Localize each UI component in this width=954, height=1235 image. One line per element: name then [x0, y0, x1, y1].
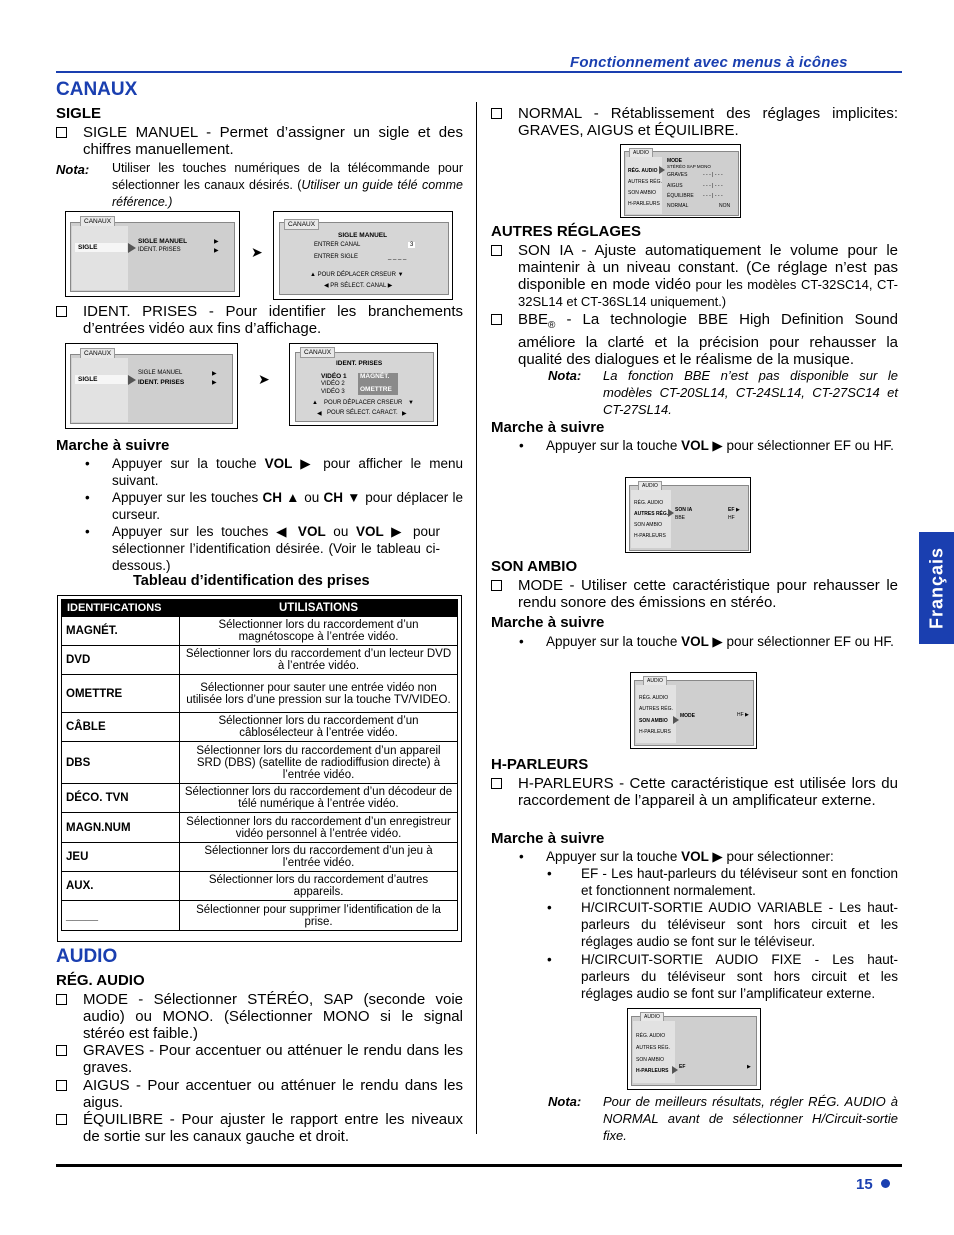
menu-screenshot-son-ambio [630, 672, 757, 749]
menu-screenshot-canaux-2 [65, 343, 238, 429]
section-title-audio: AUDIO [56, 946, 118, 967]
menu-item-autres-reg: AUTRES RÉG. [634, 511, 669, 517]
nota-text-part1: Utiliser les touches numériques de la télécommande pour sélectionner les canaux désirés. ( [112, 161, 463, 192]
step-1 [85, 455, 463, 489]
menu-item-son-ambio: SON AMBIO [628, 190, 657, 196]
header-rule [56, 71, 902, 73]
table-cell-identification: CÂBLE [62, 713, 180, 742]
slider-equilibre: - - - | - - - [703, 193, 723, 199]
checkbox-icon [491, 314, 502, 325]
subsection-title-h-parleurs: H-PARLEURS [491, 756, 589, 773]
table-row [62, 713, 458, 742]
menu-label-entrer-sigle: ENTRER SIGLE [314, 254, 359, 260]
step-1-text-a: Appuyer sur la touche [112, 456, 265, 471]
menu-item-reg-audio: RÉG. AUDIO [636, 1033, 666, 1039]
up-arrow-icon: ▲ [312, 400, 318, 406]
menu-value-mode: STÉRÉO SAP MONO [667, 164, 711, 169]
sigle-manuel-text: SIGLE MANUEL - Permet d’assigner un sigle et des chiffres manuellement. [83, 124, 463, 158]
step-3-text-a: Appuyer sur les touches [112, 524, 277, 539]
menu-value-canal: 3 [410, 242, 414, 248]
table-cell-identification: AUX. [62, 872, 180, 901]
identification-table [61, 599, 458, 931]
step-ef-hf-2 [519, 633, 898, 650]
checkbox-icon [491, 108, 502, 119]
step-2 [85, 489, 463, 523]
checkbox-icon [491, 245, 502, 256]
menu-item-ident-prises: IDENT. PRISES [138, 379, 185, 386]
audio-item-aigus [56, 1077, 463, 1111]
menu-item-reg-audio: RÉG. AUDIO [628, 168, 658, 174]
subsection-title-autres: AUTRES RÉGLAGES [491, 223, 642, 240]
nota-label: Nota: [56, 162, 90, 177]
hp-sub-1: • EF - Les haut-parleurs du téléviseur sont en fonction et fonctionnent normalement. [547, 865, 898, 899]
subsection-title-reg-audio: RÉG. AUDIO [56, 972, 145, 989]
menu-option-magnet: MAGNÉT. [360, 373, 390, 380]
step-2-key-b: CH ▼ [323, 490, 361, 505]
audio-item-mode [56, 991, 463, 1042]
menu-tab-label: AUDIO [643, 676, 667, 686]
table-title: Tableau d’identification des prises [133, 573, 370, 589]
menu-footer-move: POUR DÉPLACER CRSEUR [324, 400, 403, 406]
step-text-b: pour sélectionner: [722, 849, 834, 864]
right-arrow-icon: ▶ [214, 248, 219, 254]
menu-label-entrer-canal: ENTRER CANAL [314, 242, 361, 248]
checkbox-icon [56, 127, 67, 138]
menu-label-video3: VIDÉO 3 [321, 389, 345, 395]
right-arrow-icon: ▶ [212, 380, 217, 386]
menu-item-autres-reg: AUTRES RÉG. [628, 179, 662, 185]
menu-tab-label: CANAUX [80, 348, 115, 359]
language-tab [919, 532, 954, 644]
menu-value-mode: HF [737, 712, 744, 718]
table-row [62, 843, 458, 872]
menu-item-autres-reg: AUTRES RÉG. [636, 1045, 670, 1051]
table-cell-utilisation: Sélectionner lors du raccordement d’un enregistreur vidéo personnel à l’entrée vidéo. [180, 813, 458, 843]
step-ef-hf-1 [519, 437, 898, 454]
hp-sub-3: • H/CIRCUIT-SORTIE AUDIO FIXE - Les haut-parleurs du téléviseur sont hors circuit et les réglages audio se font sur l’amplificateur externe. [547, 951, 898, 1002]
right-arrow-icon: ▶ [745, 712, 749, 718]
menu-item-sigle-manuel: SIGLE MANUEL [138, 238, 188, 245]
selection-arrow-icon [672, 1066, 678, 1074]
menu-item-mode: MODE [680, 713, 695, 719]
menu-value-bbe: HF [728, 515, 735, 521]
right-arrow-icon: ▶ [736, 507, 740, 513]
normal-item [491, 105, 898, 139]
page-number-text: 15 [856, 1176, 873, 1193]
menu-item-sigle-manuel: SIGLE MANUEL [138, 370, 183, 376]
ident-prises-text: IDENT. PRISES - Pour identifier les branchements d’entrées vidéo aux fins d’affichage. [83, 303, 463, 337]
checkbox-icon [491, 778, 502, 789]
selection-arrow-icon [128, 375, 136, 385]
menu-screenshot-ident-prises [289, 343, 438, 426]
menu-item-son-ia: SON IA [675, 507, 693, 513]
menu-tab-label: CANAUX [80, 216, 115, 227]
nota-text-part2: Utiliser un guide télé comme référence.) [112, 178, 463, 209]
menu-item-autres-reg: AUTRES RÉG. [639, 706, 673, 712]
right-arrow-icon: ▶ [402, 411, 407, 417]
page-number [856, 1176, 890, 1193]
section-title-canaux: CANAUX [56, 79, 138, 100]
down-arrow-icon: ▼ [408, 400, 414, 406]
menu-label-video2: VIDÉO 2 [321, 381, 345, 387]
menu-footer-move: ▲ POUR DÉPLACER CRSEUR ▼ [310, 272, 404, 278]
table-cell-utilisation: Sélectionner lors du raccordement d’un câblosélecteur à l’entrée vidéo. [180, 713, 458, 742]
step-text-a: Appuyer sur la touche [546, 849, 682, 864]
bbe-nota-label: Nota: [548, 368, 582, 383]
subsection-title-son-ambio: SON AMBIO [491, 558, 578, 575]
menu-screenshot-autres-reg [625, 477, 751, 553]
bbe-text: - La technologie BBE High Definition Sound améliore la clarté et la précision pour rehausser la qualité des dialogues et le réalisme de la musique. [518, 311, 898, 368]
subsection-title-sigle: SIGLE [56, 105, 102, 122]
son-ia-models: pour les modèles CT-32SC14, CT-32SL14 et CT-36SL14 uniquement.) [518, 277, 899, 309]
h-parleurs-item [491, 775, 898, 809]
menu-footer-select: ◀ PR SÉLECT. CANAL ▶ [324, 283, 393, 289]
step-3-text-c: pour sélectionner l’identification désirée. (Voir le tableau ci-dessous.) [112, 524, 440, 573]
audio-item-equilibre-text: ÉQUILIBRE - Pour ajuster le rapport entre les niveaux de sortie sur les canaux gauche et droit. [83, 1111, 463, 1145]
checkbox-icon [56, 1080, 67, 1091]
menu-value-h-parleurs: EF [679, 1064, 686, 1070]
slider-aigus: - - - | - - - [703, 183, 723, 189]
menu-footer-select: POUR SÉLECT. CARACT. [327, 410, 398, 416]
bbe-nota-text: La fonction BBE n’est pas disponible sur le modèles CT-20SL14, CT-24SL14, CT-27SC14 et CT-27SL14. [603, 368, 898, 417]
table-row [62, 901, 458, 931]
selection-arrow-icon [659, 166, 665, 174]
table-cell-identification: DVD [62, 646, 180, 675]
menu-tab-label: AUDIO [640, 1012, 664, 1022]
son-ambio-item [491, 577, 898, 611]
header-title-text: Fonctionnement avec menus à icônes [570, 54, 848, 71]
table-row [62, 784, 458, 813]
menu-label-equilibre: ÉQUILIBRE [667, 193, 694, 199]
step-2-text-a: Appuyer sur les touches [112, 490, 263, 505]
table-cell-utilisation: Sélectionner lors du raccordement d’un appareil SRD (DBS) (satellite de radiodiffusion directe) à l’entrée vidéo. [180, 742, 458, 784]
step-1-key: VOL ▶ [264, 456, 316, 471]
step-key: VOL ▶ [681, 849, 723, 864]
final-nota-label: Nota: [548, 1094, 582, 1109]
menu-item-reg-audio: RÉG. AUDIO [634, 500, 664, 506]
table-header-utilisations: UTILISATIONS [180, 600, 458, 617]
left-arrow-icon: ◀ [317, 411, 322, 417]
bbe-registered-mark: ® [548, 320, 556, 331]
bullet-dot-icon [881, 1179, 890, 1188]
menu-title: IDENT. PRISES [336, 360, 383, 367]
menu-item-reg-audio: RÉG. AUDIO [639, 695, 669, 701]
menu-label-normal: NORMAL [667, 203, 689, 209]
flow-arrow-icon: ➤ [251, 244, 263, 260]
table-cell-identification: DÉCO. TVN [62, 784, 180, 813]
menu-value-normal: NON [719, 203, 731, 209]
table-cell-identification: MAGN.NUM [62, 813, 180, 843]
normal-text: NORMAL - Rétablissement des réglages implicites: GRAVES, AIGUS et ÉQUILIBRE. [518, 105, 898, 139]
audio-item-mode-text: MODE - Sélectionner STÉRÉO, SAP (seconde voie audio) ou MONO. (Sélectionner MONO si le signal stéréo est faible.) [83, 991, 463, 1042]
step-3-key-a: ◀ VOL [276, 524, 326, 539]
step-key: VOL ▶ [681, 634, 723, 649]
step-text-b: pour sélectionner EF ou HF. [722, 438, 894, 453]
table-row [62, 813, 458, 843]
menu-item-son-ambio: SON AMBIO [639, 718, 668, 724]
ident-prises-item [56, 303, 463, 337]
son-ia-item [491, 242, 898, 310]
table-row [62, 742, 458, 784]
menu-item-ident-prises: IDENT. PRISES [138, 247, 181, 253]
step-1-text-b: pour afficher le menu suivant. [112, 456, 463, 488]
step-h-parleurs [519, 848, 898, 865]
table-cell-identification: JEU [62, 843, 180, 872]
audio-item-graves-text: GRAVES - Pour accentuer ou atténuer le rendu dans les graves. [83, 1042, 463, 1076]
son-ia-text: SON IA - Ajuste automatiquement le volume pour le maintenir à un niveau constant. (Ce réglage n’est pas disponible en mode vidéo [518, 242, 898, 293]
checkbox-icon [56, 994, 67, 1005]
menu-value-son-ia: EF [728, 507, 735, 513]
menu-item-sigle: SIGLE [78, 244, 98, 251]
menu-screenshot-canaux-1 [65, 211, 240, 297]
menu-item-h-parleurs: H-PARLEURS [634, 533, 666, 539]
selection-arrow-icon [128, 243, 136, 253]
selection-arrow-icon [673, 716, 679, 724]
checkbox-icon [56, 1045, 67, 1056]
right-arrow-icon: ▶ [212, 371, 217, 377]
menu-title: SIGLE MANUEL [338, 232, 388, 239]
menu-label-graves: GRAVES [667, 172, 688, 178]
menu-tab-label: CANAUX [300, 347, 335, 358]
menu-screenshot-h-parleurs [627, 1008, 761, 1090]
menu-screenshot-sigle-manuel [273, 211, 453, 300]
right-arrow-icon: ▶ [747, 1064, 751, 1070]
step-3 [85, 523, 440, 574]
bbe-label: BBE [518, 311, 549, 328]
menu-tab-label: CANAUX [284, 219, 319, 230]
table-cell-utilisation: Sélectionner pour supprimer l’identification de la prise. [180, 901, 458, 931]
audio-item-graves [56, 1042, 463, 1076]
menu-item-son-ambio: SON AMBIO [636, 1057, 665, 1063]
menu-label-aigus: AIGUS [667, 183, 683, 189]
table-header-identifications: IDENTIFICATIONS [62, 600, 180, 617]
language-tab-label: Français [926, 546, 946, 630]
menu-item-sigle: SIGLE [78, 376, 98, 383]
menu-screenshot-reg-audio [620, 144, 741, 218]
step-2-key-a: CH ▲ [262, 490, 300, 505]
table-cell-identification: _____ [62, 901, 180, 931]
table-cell-identification: OMETTRE [62, 675, 180, 713]
step-text-b: pour sélectionner EF ou HF. [722, 634, 894, 649]
step-3-key-b: VOL ▶ [355, 524, 406, 539]
step-2-text-c: pour déplacer le curseur. [112, 490, 463, 522]
table-cell-identification: MAGNÉT. [62, 617, 180, 646]
right-arrow-icon: ▶ [214, 239, 219, 245]
audio-item-equilibre [56, 1111, 463, 1145]
table-cell-identification: DBS [62, 742, 180, 784]
table-cell-utilisation: Sélectionner lors du raccordement d’un décodeur de télé numérique à l’entrée vidéo. [180, 784, 458, 813]
checkbox-icon [56, 306, 67, 317]
sigle-manuel-item [56, 124, 463, 158]
table-row [62, 646, 458, 675]
subsection-title-marche: Marche à suivre [56, 437, 170, 454]
footer-rule [56, 1164, 902, 1167]
checkbox-icon [56, 1114, 67, 1125]
table-row [62, 617, 458, 646]
step-key: VOL ▶ [681, 438, 723, 453]
table-cell-utilisation: Sélectionner pour sauter une entrée vidéo non utilisée lors d’une pression sur la touche TV/VIDEO. [180, 675, 458, 713]
bbe-item [491, 311, 898, 368]
menu-label-video1: VIDÉO 1 [321, 373, 347, 380]
flow-arrow-icon: ➤ [258, 371, 270, 387]
h-parleurs-text: H-PARLEURS - Cette caractéristique est utilisée lors du raccordement de l’appareil à un amplificateur externe. [518, 775, 898, 809]
table-cell-utilisation: Sélectionner lors du raccordement d’autres appareils. [180, 872, 458, 901]
menu-item-h-parleurs: H-PARLEURS [639, 729, 671, 735]
table-cell-utilisation: Sélectionner lors du raccordement d’un magnétoscope à l’entrée vidéo. [180, 617, 458, 646]
menu-tab-label: AUDIO [638, 481, 662, 491]
table-row [62, 675, 458, 713]
hp-sub-2: • H/CIRCUIT-SORTIE AUDIO VARIABLE - Les haut-parleurs du téléviseur sont hors circuit et les réglages audio se font sur le téléviseur. [547, 899, 898, 950]
audio-item-aigus-text: AIGUS - Pour accentuer ou atténuer le rendu dans les aigus. [83, 1077, 463, 1111]
step-3-text-b: ou [325, 524, 356, 539]
subsection-title-marche-2: Marche à suivre [491, 419, 605, 436]
menu-item-h-parleurs: H-PARLEURS [636, 1068, 669, 1074]
slider-graves: - - - | - - - [703, 172, 723, 178]
final-nota-text: Pour de meilleurs résultats, régler RÉG. AUDIO à NORMAL avant de sélectionner H/Circuit-sortie fixe. [603, 1094, 898, 1143]
menu-option-omettre: OMETTRE [360, 386, 392, 393]
menu-item-h-parleurs: H-PARLEURS [628, 201, 660, 207]
menu-label-mode: MODE [667, 158, 682, 164]
table-cell-utilisation: Sélectionner lors du raccordement d’un jeu à l’entrée vidéo. [180, 843, 458, 872]
table-row [62, 872, 458, 901]
column-divider [476, 102, 477, 1134]
step-2-text-b: ou [300, 490, 324, 505]
menu-item-bbe: BBE [675, 515, 686, 521]
nota-text [112, 160, 463, 211]
son-ambio-text: MODE - Utiliser cette caractéristique pour rehausser le rendu sonore des émissions en stéréo. [518, 577, 898, 611]
step-text-a: Appuyer sur la touche [546, 438, 682, 453]
page-header-title [570, 54, 848, 71]
subsection-title-marche-3: Marche à suivre [491, 614, 605, 631]
menu-item-son-ambio: SON AMBIO [634, 522, 663, 528]
menu-tab-label: AUDIO [629, 148, 653, 158]
table-cell-utilisation: Sélectionner lors du raccordement d’un lecteur DVD à l’entrée vidéo. [180, 646, 458, 675]
checkbox-icon [491, 580, 502, 591]
menu-value-sigle: _ _ _ _ [388, 254, 407, 260]
subsection-title-marche-4: Marche à suivre [491, 830, 605, 847]
selection-arrow-icon [668, 509, 674, 517]
step-text-a: Appuyer sur la touche [546, 634, 682, 649]
